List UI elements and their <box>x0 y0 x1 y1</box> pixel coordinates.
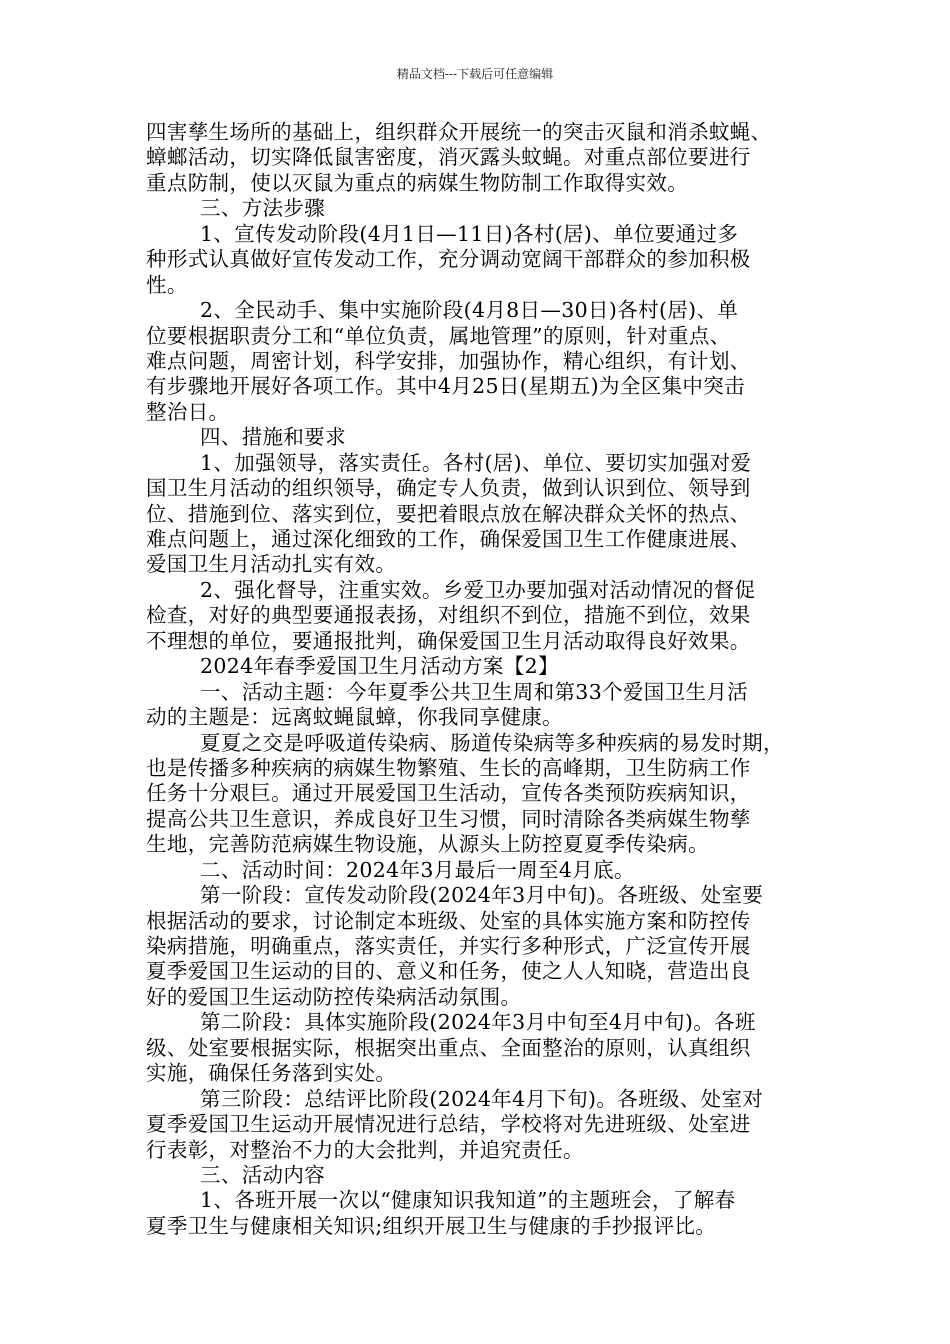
text-line: 重点防制，使以灭鼠为重点的病媒生物防制工作取得实效。 <box>146 170 689 195</box>
text-line: 性。 <box>146 272 188 297</box>
text-line: 任务十分艰巨。通过开展爱国卫生活动，宣传各类预防疾病知识， <box>146 781 751 806</box>
document-body <box>146 120 806 1239</box>
text-line: 生地，完善防范病媒生物设施，从源头上防控夏夏季传染病。 <box>146 832 709 857</box>
text-line: 位、措施到位、落实到位，要把着眼点放在解决群众关怀的热点、 <box>146 501 751 526</box>
text-line: 夏季卫生与健康相关知识;组织开展卫生与健康的手抄报评比。 <box>146 1213 717 1238</box>
text-line: 第三阶段：总结评比阶段(2024年4月下旬)。各班级、处室对 <box>200 1086 764 1111</box>
text-line: 1、加强领导，落实责任。各村(居)、单位、要切实加强对爱 <box>200 450 752 475</box>
text-line: 好的爱国卫生运动防控传染病活动氛围。 <box>146 984 522 1009</box>
text-line: 2、强化督导，注重实效。乡爱卫办要加强对活动情况的督促 <box>200 577 756 602</box>
text-line: 一、活动主题：今年夏季公共卫生周和第33个爱国卫生月活 <box>200 679 749 704</box>
text-line: 难点问题，周密计划，科学安排，加强协作，精心组织，有计划、 <box>146 348 751 373</box>
text-line: 位要根据职责分工和“单位负责，属地管理”的原则，针对重点、 <box>146 323 731 348</box>
text-line: 难点问题上，通过深化细致的工作，确保爱国卫生工作健康进展、 <box>146 527 751 551</box>
text-line: 动的主题是：远离蚊蝇鼠蟑，你我同享健康。 <box>146 705 563 730</box>
text-line: 也是传播多种疾病的病媒生物繁殖、生长的高峰期，卫生防病工作 <box>146 755 751 780</box>
text-line: 实施，确保任务落到实处。 <box>146 1061 397 1086</box>
text-line: 有步骤地开展好各项工作。其中4月25日(星期五)为全区集中突击 <box>146 374 745 399</box>
text-line: 二、活动时间：2024年3月最后一周至4月底。 <box>200 857 635 882</box>
text-line: 四害孳生场所的基础上，组织群众开展统一的突击灭鼠和消杀蚊蝇、 <box>146 120 772 144</box>
text-line: 夏季爱国卫生运动的目的、意义和任务，使之人人知晓，营造出良 <box>146 959 751 984</box>
text-line: 不理想的单位，要通报批判，确保爱国卫生月活动取得良好效果。 <box>146 628 751 653</box>
text-line: 检查，对好的典型要通报表扬，对组织不到位，措施不到位，效果 <box>146 603 751 628</box>
text-line: 2、全民动手、集中实施阶段(4月8日—30日)各村(居)、单 <box>200 298 739 323</box>
text-line: 1、各班开展一次以“健康知识我知道”的主题班会，了解春 <box>200 1188 736 1213</box>
text-line: 2024年春季爱国卫生月活动方案【2】 <box>200 654 559 679</box>
text-line: 种形式认真做好宣传发动工作，充分调动宽阔干部群众的参加积极 <box>146 247 751 272</box>
text-line: 爱国卫生月活动扎实有效。 <box>146 552 397 577</box>
text-line: 1、宣传发动阶段(4月1日—11日)各村(居)、单位要通过多 <box>200 221 739 246</box>
text-line: 染病措施，明确重点，落实责任，并实行多种形式，广泛宣传开展 <box>146 934 751 958</box>
text-line: 根据活动的要求，讨论制定本班级、处室的具体实施方案和防控传 <box>146 908 751 933</box>
text-line: 三、方法步骤 <box>200 196 326 221</box>
text-line: 夏季爱国卫生运动开展情况进行总结，学校将对先进班级、处室进 <box>146 1112 751 1137</box>
page-header: 精品文档---下载后可任意编辑 <box>396 67 554 81</box>
text-line: 提高公共卫生意识，养成良好卫生习惯，同时清除各类病媒生物孳 <box>146 806 751 831</box>
text-line: 行表彰，对整治不力的大会批判，并追究责任。 <box>146 1137 584 1162</box>
text-line: 第二阶段：具体实施阶段(2024年3月中旬至4月中旬)。各班 <box>200 1010 756 1035</box>
text-line: 三、活动内容 <box>200 1162 326 1187</box>
text-line: 蟑螂活动，切实降低鼠害密度，消灭露头蚊蝇。对重点部位要进行 <box>146 145 751 170</box>
text-line: 第一阶段：宣传发动阶段(2024年3月中旬)。各班级、处室要 <box>200 883 764 908</box>
text-line: 夏夏之交是呼吸道传染病、肠道传染病等多种疾病的易发时期， <box>200 730 784 755</box>
text-line: 国卫生月活动的组织领导，确定专人负责，做到认识到位、领导到 <box>146 476 751 501</box>
text-line: 整治日。 <box>146 399 230 424</box>
text-line: 四、措施和要求 <box>200 425 346 450</box>
text-line: 级、处室要根据实际，根据突出重点、全面整治的原则，认真组织 <box>146 1035 751 1060</box>
